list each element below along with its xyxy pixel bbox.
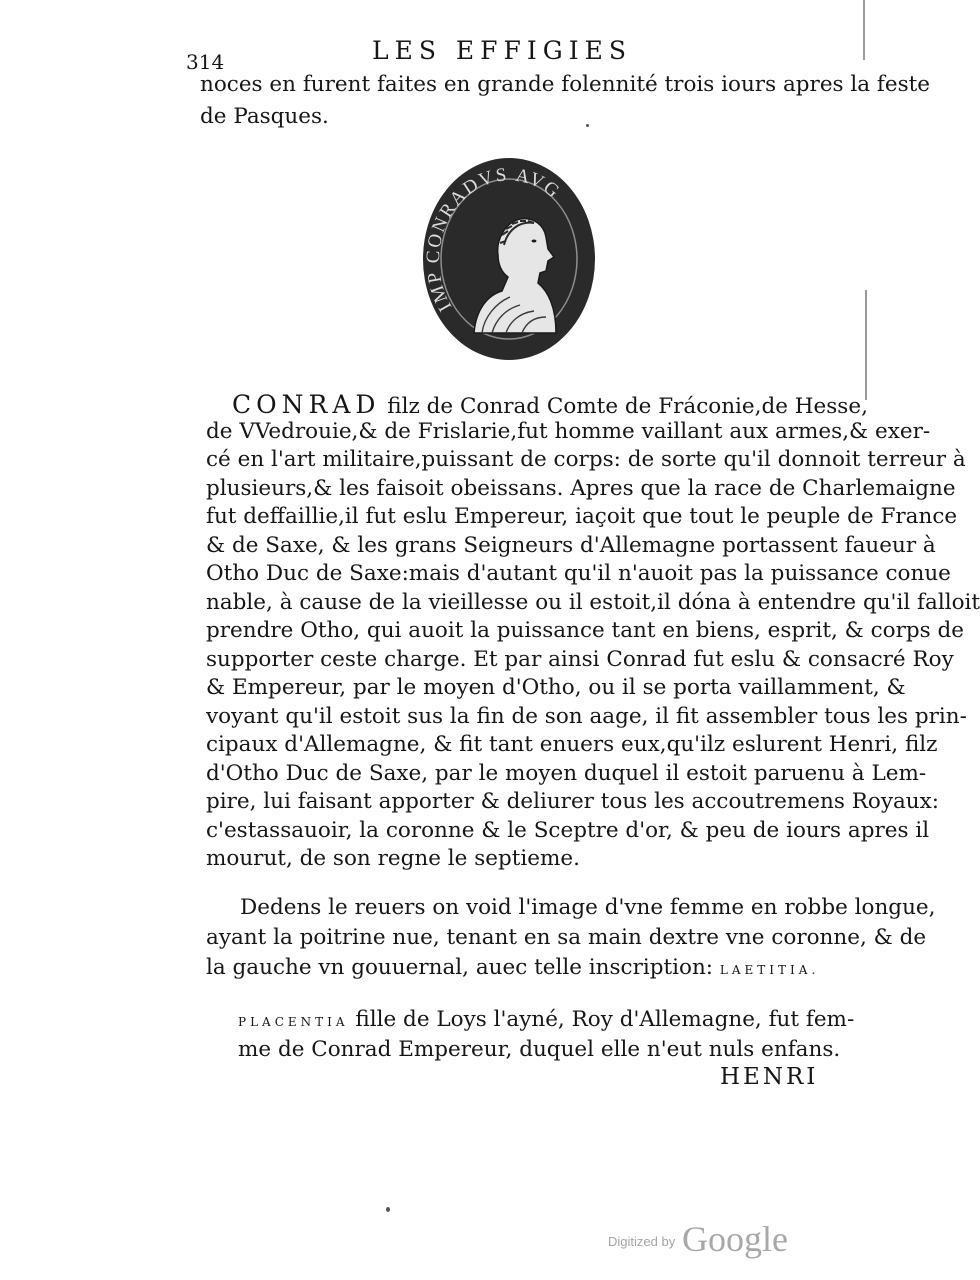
text-line: Dedens le reuers on void l'image d'vne femme en robbe longue, xyxy=(240,895,936,920)
text-line: cé en l'art militaire,puissant de corps: de sorte qu'il donnoit terreur à xyxy=(206,447,966,472)
text-line: pire, lui faisant apporter & deliurer tous les accoutremens Royaux: xyxy=(206,789,940,814)
text-line: Otho Duc de Saxe:mais d'autant qu'il n'auoit pas la puissance conue xyxy=(206,561,951,586)
text-line: supporter ceste charge. Et par ainsi Conrad fut eslu & consacré Roy xyxy=(206,646,954,672)
medal-legend: IMP CONRADVS AVG xyxy=(422,164,565,315)
running-head: LES EFFIGIES xyxy=(372,36,632,65)
scan-edge-mark xyxy=(863,0,865,60)
text-line: ayant la poitrine nue, tenant en sa main dextre vne coronne, & de xyxy=(206,925,927,950)
text-line: mourut, de son regne le septieme. xyxy=(206,846,580,871)
text-line: fut deffaillie,il fut eslu Empereur, iaçoit que tout le peuple de France xyxy=(206,504,958,529)
text-line: voyant qu'il estoit sus la fin de son aage, il fit assembler tous les prin- xyxy=(206,703,967,729)
text-line: cipaux d'Allemagne, & fit tant enuers eux,qu'ilz eslurent Henri, filz xyxy=(206,732,938,757)
text-line: CONRAD filz de Conrad Comte de Fráconie,de Hesse, xyxy=(232,390,868,419)
text-line: & de Saxe, & les grans Seigneurs d'Allemagne portassent faueur à xyxy=(206,532,936,558)
text-line: noces en furent faites en grande folennité trois iours apres la feste xyxy=(200,72,931,97)
medal-illustration xyxy=(422,157,596,361)
scan-edge-mark xyxy=(865,290,867,400)
text-line: de Pasques. xyxy=(200,104,329,129)
text-line: nable, à cause de la vieillesse ou il estoit,il dóna à entendre qu'il falloit xyxy=(206,589,980,615)
text-line: PLACENTIA fille de Loys l'ayné, Roy d'Allemagne, fut fem- xyxy=(238,1007,855,1032)
text-line: la gauche vn gouuernal, auec telle inscription: LAETITIA. xyxy=(206,955,820,980)
text-line: d'Otho Duc de Saxe, par le moyen duquel il estoit paruenu à Lem- xyxy=(206,760,927,786)
portrait-medal xyxy=(422,157,596,361)
ink-speck xyxy=(386,1207,390,1212)
placentia-paragraph xyxy=(238,1007,855,1067)
catchword: HENRI xyxy=(720,1064,819,1090)
watermark-prefix: Digitized by xyxy=(608,1234,676,1249)
text-line: de VVedrouie,& de Frislarie,fut homme vaillant aux armes,& exer- xyxy=(206,418,931,444)
lead-name: PLACENTIA xyxy=(238,1015,349,1029)
text-line: & Empereur, par le moyen d'Otho, ou il se porta vaillamment, & xyxy=(206,675,906,700)
text-line: me de Conrad Empereur, duquel elle n'eut nuls enfans. xyxy=(238,1037,841,1062)
opening-paragraph xyxy=(200,72,931,134)
inscription: LAETITIA. xyxy=(719,963,820,977)
main-paragraph xyxy=(206,390,980,871)
text-line: plusieurs,& les faisoit obeissans. Apres que la race de Charlemaigne xyxy=(206,475,956,501)
lead-name: CONRAD xyxy=(232,390,381,419)
text-line: prendre Otho, qui auoit la puissance tant en biens, esprit, & corps de xyxy=(206,618,964,643)
google-logo: Google xyxy=(682,1219,788,1259)
page-number: 314 xyxy=(186,50,225,74)
digitized-watermark xyxy=(608,1218,808,1262)
reverse-paragraph xyxy=(206,895,936,987)
text-line: c'estassauoir, la coronne & le Sceptre d'or, & peu de iours apres il xyxy=(206,817,930,843)
